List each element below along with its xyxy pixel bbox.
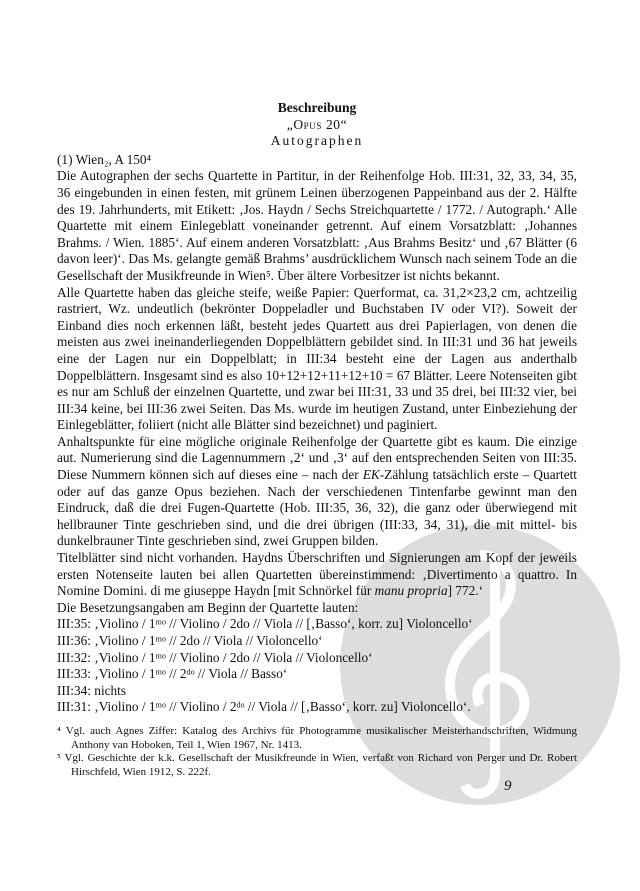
scoring-line: III:32: ‚Violino / 1ᵐᵒ // Violino / 2do // Viola // Violoncello‘ <box>57 649 373 665</box>
ek-abbreviation: EK <box>362 467 380 483</box>
page-number: 9 <box>504 778 512 794</box>
opus-heading: „Opus 20“ <box>286 116 348 132</box>
footnote-4: ⁴ Vgl. auch Agnes Ziffer: Katalog des Archivs für Photogramme musikalischer Meisterhandschriften, Widmung Anthony van Hoboken, Teil 1, Wien 1967, Nr. 1413. <box>57 724 577 751</box>
scoring-line: III:34: nichts <box>57 682 127 698</box>
paragraph-paper: Alle Quartette haben das gleiche steife, weiße Papier: Querformat, ca. 31,2×23,2 cm, achtzeilig rastriert, Wz. undeutlich (bekrönter Doppeladler und Buchstaben IV oder VI?). Soweit der Einband dies noch erkennen läßt, besteht jedes Quartett aus drei Papierlagen, von denen die meisten aus zwei ineinanderliegenden Doppelblättern gebildet sind. In III:31 und 36 hat jeweils eine der Lagen nur ein Doppelblatt; in III:34 besteht eine der Lagen aus anderthalb Doppelblättern. Insgesamt sind es also 10+12+12+11+12+10 = 67 Blätter. Leere Notenseiten gibt es nur am Schluß der einzelnen Quartette, und zwar bei III:31, 33 und 35 drei, bei III:32 vier, bei III:34 keine, bei III:36 zwei Seiten. Das Ms. wurde im heutigen Zustand, unter Einbeziehung der Einlegeblätter, foliiert (nicht alle Blätter sind bezeichnet) und paginiert. <box>57 284 577 433</box>
scoring-line: III:33: ‚Violino / 1ᵐᵒ // 2ᵈᵒ // Viola // Basso‘ <box>57 666 288 682</box>
footnote-5: ⁵ Vgl. Geschichte der k.k. Gesellschaft der Musikfreunde in Wien, verfaßt von Richard von Perger und Dr. Robert Hirschfeld, Wien 1912, S. 222f. <box>57 752 577 778</box>
main-text <box>57 98 577 779</box>
titles-text-1: Titelblätter sind nicht vorhanden. Haydns Überschriften und Signierungen am Kopf der jeweils ersten Notenseite lauten bei allen Quartetten übereinstimmend: ‚Divertimento a quattro. In Nomine Domini. di me giuseppe Haydn [mit Schnörkel für <box>57 550 577 599</box>
paragraph-order <box>57 434 577 550</box>
paragraph-binding: Die Autographen der sechs Quartette in Partitur, in der Reihenfolge Hob. III:31, 32, 33, 34, 35, 36 eingebunden in einen festen, mit grünem Leinen überzogenen Pappeinband aus der 2. Hälfte des 19. Jahrhunderts, mit Etikett: ‚Jos. Haydn / Sechs Streichquartette / 1772. / Autograph.‘ Alle Quartette mit einem Einlegeblatt voneinander getrennt. Auf einem Vorsatzblatt: ‚Johannes Brahms. / Wien. 1885‘. Auf einem anderen Vorsatzblatt: ‚Aus Brahms Besitz‘ und ‚67 Blätter (6 davon leer)‘. Das Ms. gelangte gemäß Brahms’ ausdrücklichem Wunsch nach seinem Tode an die Gesellschaft der Musikfreunde in Wien⁵. Über ältere Vorbesitzer ist nichts bekannt. <box>57 168 577 283</box>
order-text-2: -Zählung tatsächlich erste – Quartett oder auf das ganze Opus beziehen. Nach der verschiedenen Tintenfarbe gewinnt man den Eindruck, daß die drei Fugen-Quartette (Hob. III:35, 36, 32), die ganz oder überwiegend mit hellbrauner Tinte geschrieben sind, und die drei übrigen (III:33, 34, 31), die mit mittel- bis dunkelbrauner Tinte geschrieben sind, zwei Gruppen bilden. <box>57 467 578 549</box>
source-line: (1) Wien₂, A 150⁴ <box>57 151 152 167</box>
paragraph-titles <box>57 550 577 600</box>
autographs-heading: Autographen <box>270 133 364 149</box>
scoring-intro: Die Besetzungsangaben am Beginn der Quartette lauten: <box>57 599 359 615</box>
footnotes <box>57 725 577 779</box>
titles-text-2: ] 772.‘ <box>447 583 484 599</box>
scoring-line: III:36: ‚Violino / 1ᵐᵒ // 2do // Viola // Violoncello‘ <box>57 633 323 648</box>
manu-propria: manu propria <box>374 583 448 599</box>
scoring-line: III:31: ‚Violino / 1ᵐᵒ // Violino / 2ᵈᵒ // Viola // [‚Basso‘, korr. zu] Violoncello‘. <box>57 699 471 715</box>
section-title: Beschreibung <box>277 100 357 115</box>
scoring-line: III:35: ‚Violino / 1ᵐᵒ // Violino / 2do // Viola // [‚Basso‘, korr. zu] Violoncello‘ <box>57 616 473 632</box>
order-text-1: Anhaltspunkte für eine mögliche originale Reihenfolge der Quartette gibt es kaum. Die einzige aut. Numerierung sind die Lagennummern ‚2‘ und ‚3‘ auf den entsprechenden Seiten von III:35. Diese Nummern können sich auf dieses eine – nach der <box>57 433 577 483</box>
